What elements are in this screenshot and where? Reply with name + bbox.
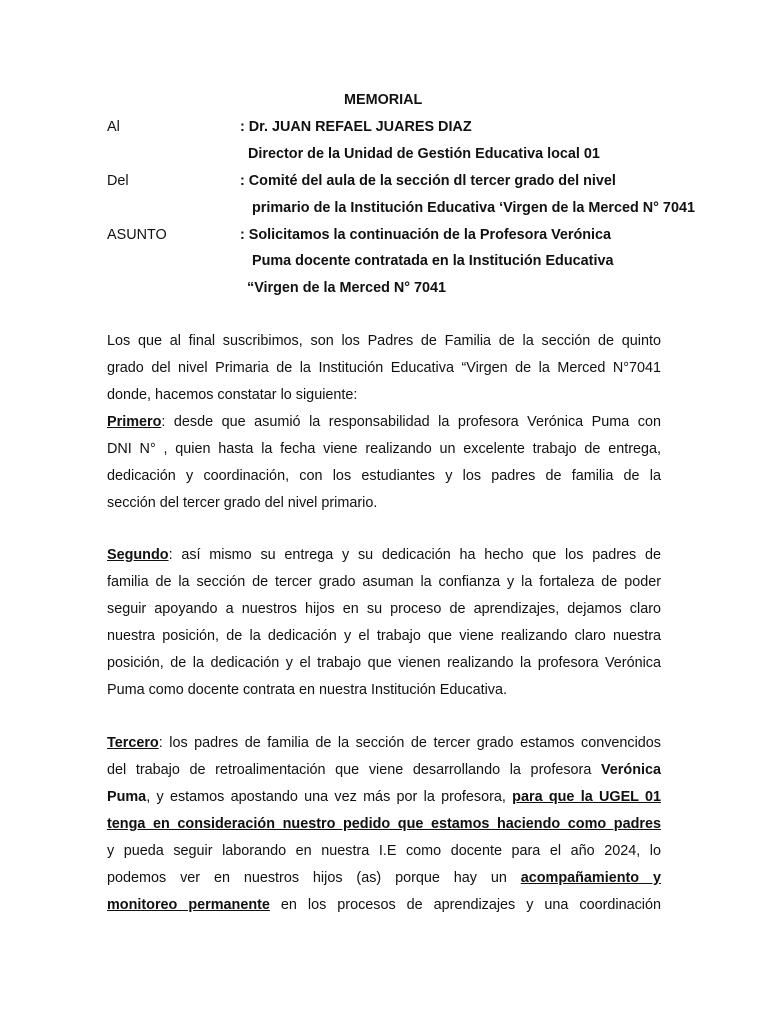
segundo-label: Segundo [107, 547, 169, 563]
intro-line: grado del nivel Primaria de la Institución Educativa “Virgen de la Merced N°7041 [107, 360, 661, 376]
document-title: MEMORIAL [344, 92, 423, 108]
segundo-paragraph [107, 542, 661, 704]
primero-line: dedicación y coordinación, con los estudiantes y los padres de familia de la [107, 468, 661, 484]
tercero-line [107, 730, 661, 757]
accompaniment-emphasis: acompañamiento y [520, 870, 661, 886]
teacher-name: Verónica [601, 762, 661, 778]
tercero-text: : los padres de familia de la sección de tercer grado estamos convencidos [158, 735, 661, 751]
tercero-line [107, 784, 661, 811]
tercero-line: y pueda seguir laborando en nuestra I.E como docente para el año 2024, lo [107, 843, 661, 859]
tercero-line [107, 892, 661, 919]
primero-label: Primero [107, 414, 162, 430]
segundo-text: : así mismo su entrega y su dedicación ha hecho que los padres de [168, 547, 661, 563]
asunto-line-1: : Solicitamos la continuación de la Profesora Verónica [240, 227, 612, 243]
al-label: Al [107, 119, 120, 135]
tercero-text: , y estamos apostando una vez más por la profesora, [146, 789, 513, 805]
tercero-paragraph [107, 730, 661, 919]
intro-paragraph [107, 328, 661, 409]
primero-text: : desde que asumió la responsabilidad la profesora Verónica Puma con [161, 414, 661, 430]
primero-line: sección del tercer grado del nivel primario. [107, 495, 378, 511]
del-line-2: primario de la Institución Educativa ‘Virgen de la Merced N° 7041 [252, 200, 695, 216]
asunto-label: ASUNTO [107, 227, 167, 243]
asunto-line-3: “Virgen de la Merced N° 7041 [247, 280, 447, 296]
segundo-line [107, 542, 661, 569]
tercero-line [107, 865, 661, 892]
primero-line: DNI N° , quien hasta la fecha viene realizando un excelente trabajo de entrega, [107, 441, 661, 457]
tercero-text: podemos ver en nuestros hijos (as) porque hay un [107, 870, 521, 886]
teacher-surname: Puma [107, 789, 147, 805]
tercero-label: Tercero [107, 735, 159, 751]
intro-line: donde, hacemos constatar lo siguiente: [107, 387, 358, 403]
tercero-text: del trabajo de retroalimentación que viene desarrollando la profesora [107, 762, 601, 778]
segundo-line: posición, de la dedicación y el trabajo que vienen realizando la profesora Verónica [107, 655, 661, 671]
asunto-line-2: Puma docente contratada en la Institución Educativa [252, 253, 614, 269]
primero-paragraph [107, 409, 661, 517]
ugel-request-emphasis: tenga en consideración nuestro pedido que estamos haciendo como padres [107, 816, 661, 832]
segundo-line: seguir apoyando a nuestros hijos en su proceso de aprendizajes, dejamos claro [107, 601, 661, 617]
intro-line: Los que al final suscribimos, son los Padres de Familia de la sección de quinto [107, 333, 661, 349]
tercero-line [107, 757, 661, 784]
del-line-1: : Comité del aula de la sección dl tercer grado del nivel [240, 173, 616, 189]
segundo-line: Puma como docente contrata en nuestra Institución Educativa. [107, 682, 507, 698]
segundo-line: nuestra posición, de la dedicación y el trabajo que viene realizando claro nuestra [107, 628, 661, 644]
tercero-line [107, 811, 661, 838]
ugel-request-emphasis: para que la UGEL 01 [512, 789, 661, 805]
al-recipient-name: : Dr. JUAN REFAEL JUARES DIAZ [240, 119, 472, 135]
monitoring-emphasis: monitoreo permanente [107, 897, 270, 913]
del-label: Del [107, 173, 129, 189]
segundo-line: familia de la sección de tercer grado asuman la confianza y la fortaleza de poder [107, 574, 661, 590]
al-recipient-title: Director de la Unidad de Gestión Educativa local 01 [248, 146, 600, 162]
tercero-text: en los procesos de aprendizajes y una coordinación [269, 897, 661, 913]
primero-line [107, 409, 661, 436]
